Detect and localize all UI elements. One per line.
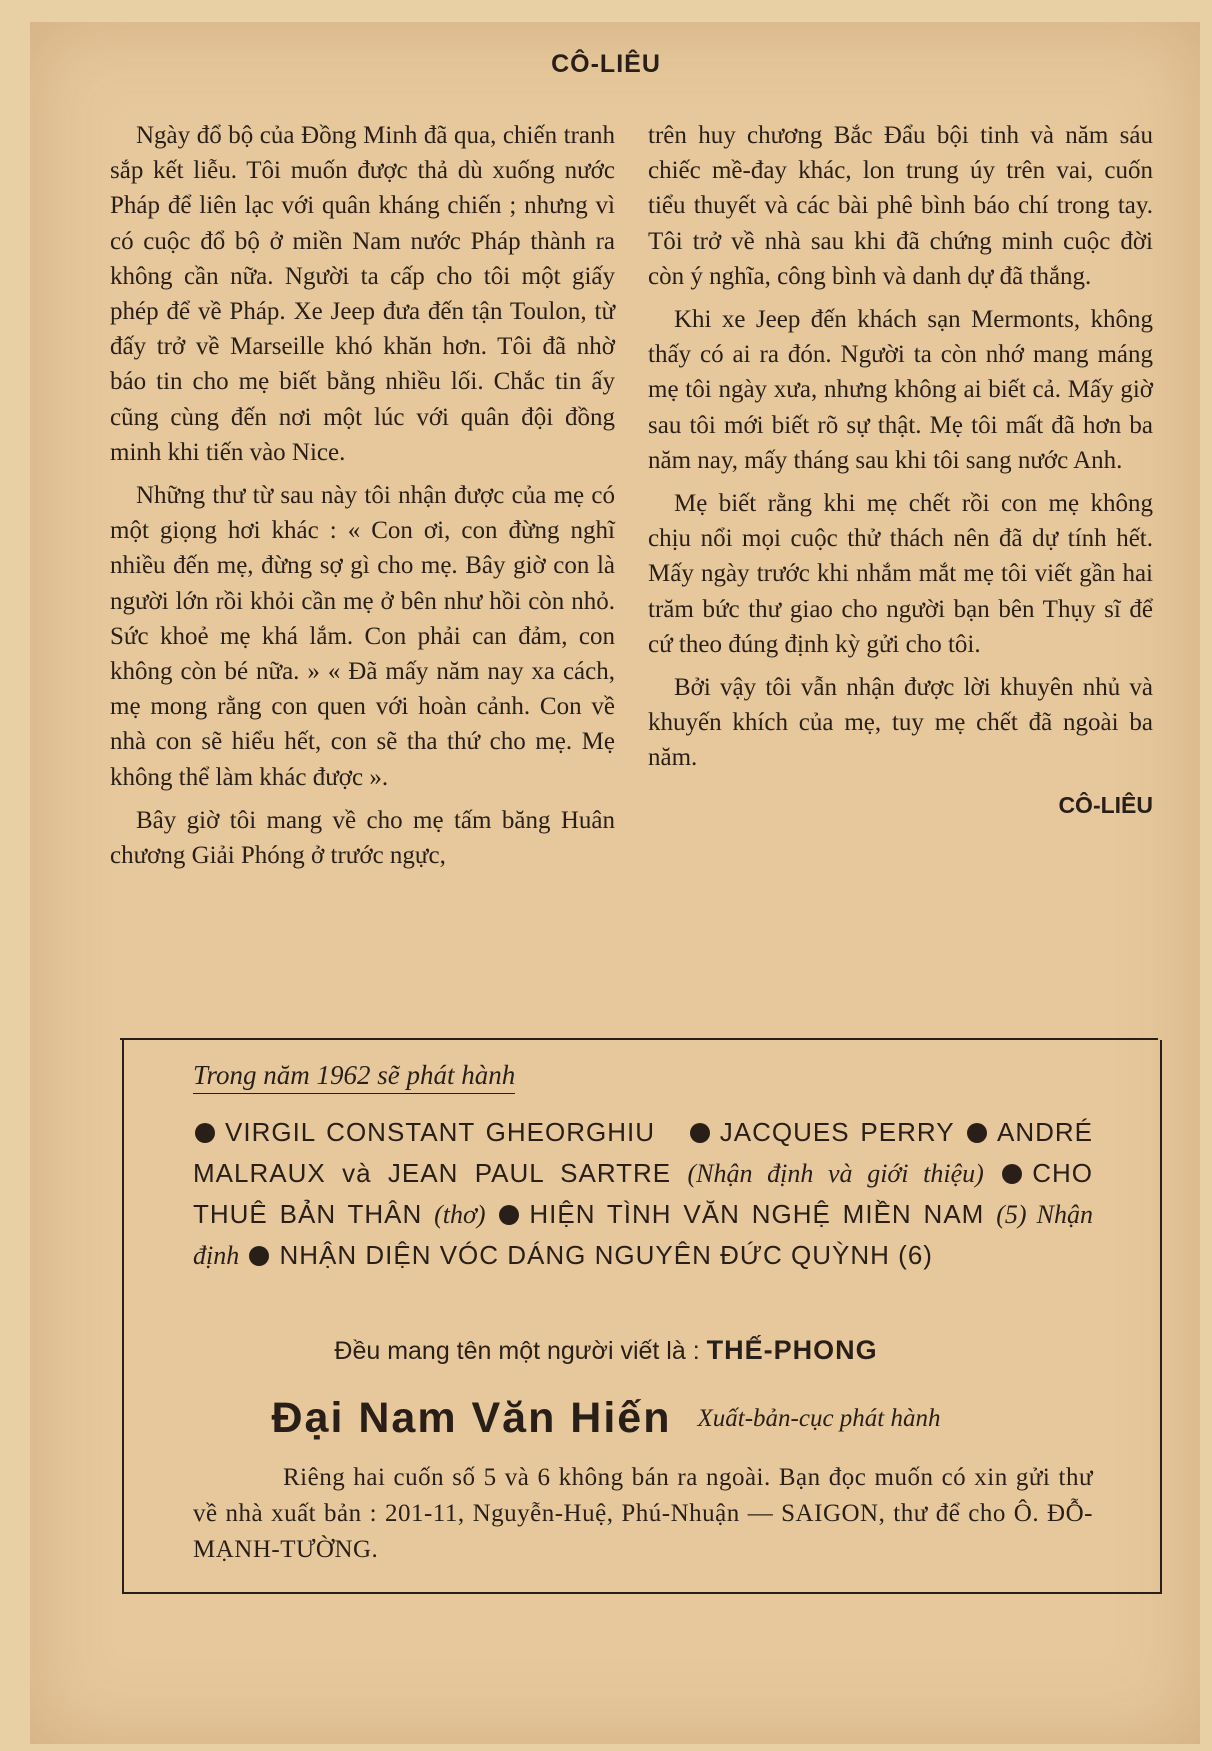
article-paragraph: Những thư từ sau này tôi nhận được của mẹ có một giọng hơi khác : « Con ơi, con đừng nghĩ nhiều đến mẹ, đừng sợ gì cho mẹ. Bây giờ con là người lớn rồi khỏi cần mẹ ở bên như hồi còn nhỏ. Sức khoẻ mẹ khá lắm. Con phải can đảm, con không còn bé nữa. » « Đã mấy năm nay xa cách, mẹ mong rằng con quen với hoàn cảnh. Con về nhà con sẽ hiểu hết, con sẽ tha thứ cho mẹ. Mẹ không thể làm khác được ». (110, 482, 615, 791)
publisher-role: Xuất-bản-cục phát hành (697, 1404, 941, 1432)
ad-item-note: (Nhận định và giới thiệu) (687, 1159, 984, 1188)
ad-item: CHO THUÊ BẢN THÂN (193, 1158, 1093, 1229)
ad-book-list (193, 1112, 1093, 1276)
article-signature: CÔ-LIÊU (1058, 791, 1153, 818)
article-paragraph: Bây giờ tôi mang về cho mẹ tấm băng Huân chương Giải Phóng ở trước ngực, (110, 806, 615, 870)
ad-note-text: Riêng hai cuốn số 5 và 6 không bán ra ngoài. Bạn đọc muốn có xin gửi thư về nhà xuất bản : 201-11, Nguyễn-Huệ, Phú-Nhuận — SAIGON, thư để cho Ô. ĐỖ-MẠNH-TƯỜNG. (193, 1464, 1093, 1563)
publisher-name: Đại Nam Văn Hiến (271, 1394, 672, 1442)
bullet-icon (690, 1123, 710, 1143)
bullet-icon (967, 1123, 987, 1143)
bullet-icon (499, 1205, 519, 1225)
article-column-right (648, 118, 1153, 823)
bullet-icon (195, 1123, 215, 1143)
ad-intro: Trong năm 1962 sẽ phát hành (193, 1060, 515, 1094)
bullet-icon (1002, 1164, 1022, 1184)
article-paragraph: Bởi vậy tôi vẫn nhận được lời khuyên nhủ và khuyến khích của mẹ, tuy mẹ chết đã ngoài ba năm. (648, 674, 1153, 772)
ad-publisher-line (0, 1394, 1212, 1443)
article-paragraph: trên huy chương Bắc Đẩu bội tinh và năm sáu chiếc mề-đay khác, lon trung úy trên vai, cuốn tiểu thuyết và các bài phê bình báo chí trong tay. Tôi trở về nhà sau khi đã chứng minh cuộc đời còn ý nghĩa, công bình và danh dự đã thắng. (648, 122, 1153, 290)
article-paragraph: Ngày đổ bộ của Đồng Minh đã qua, chiến tranh sắp kết liễu. Tôi muốn được thả dù xuống nước Pháp để liên lạc với quân kháng chiến ; nhưng vì có cuộc đổ bộ ở miền Nam nước Pháp thành ra không cần nữa. Người ta cấp cho tôi một giấy phép để về Pháp. Xe Jeep đưa đến tận Toulon, từ đấy trở về Marseille khó khăn hơn. Tôi đã nhờ báo tin cho mẹ biết bằng nhiều lối. Chắc tin ấy cũng cùng đến nơi một lúc với quân đội đồng minh khi tiến vào Nice. (110, 122, 615, 466)
ad-item: VIRGIL CONSTANT GHEORGHIU (225, 1117, 656, 1147)
ad-author-line (0, 1335, 1212, 1366)
ad-author-name: THẾ-PHONG (706, 1335, 878, 1365)
article-paragraph: Mẹ biết rằng khi mẹ chết rồi con mẹ không chịu nổi mọi cuộc thử thách nên đã dự tính hết. Mấy ngày trước khi nhắm mắt mẹ tôi viết gần hai trăm bức thư giao cho người bạn bên Thụy sĩ để cứ theo đúng định kỳ gửi cho tôi. (648, 490, 1153, 658)
article-column-left (110, 118, 615, 881)
ad-author-prefix: Đều mang tên một người viết là : (334, 1337, 700, 1365)
ad-item-note: (5) Nhận định (193, 1200, 1093, 1270)
bullet-icon (249, 1246, 269, 1266)
ad-item: NHẬN DIỆN VÓC DÁNG NGUYÊN ĐỨC QUỲNH (6) (279, 1240, 933, 1270)
page-header: CÔ-LIÊU (551, 50, 661, 78)
ad-item: JACQUES PERRY (719, 1117, 955, 1147)
ad-item: HIỆN TÌNH VĂN NGHỆ MIỀN NAM (529, 1199, 985, 1229)
article-paragraph: Khi xe Jeep đến khách sạn Mermonts, không thấy có ai ra đón. Người ta còn nhớ mang máng mẹ tôi ngày xưa, nhưng không ai biết cả. Mấy giờ sau tôi mới biết rõ sự thật. Mẹ tôi mất đã hơn ba năm nay, mấy tháng sau khi tôi sang nước Anh. (648, 306, 1153, 474)
ad-item-note: (thơ) (434, 1200, 486, 1229)
ad-item: ANDRÉ MALRAUX và JEAN PAUL SARTRE (193, 1117, 1093, 1188)
ad-note (193, 1460, 1093, 1568)
